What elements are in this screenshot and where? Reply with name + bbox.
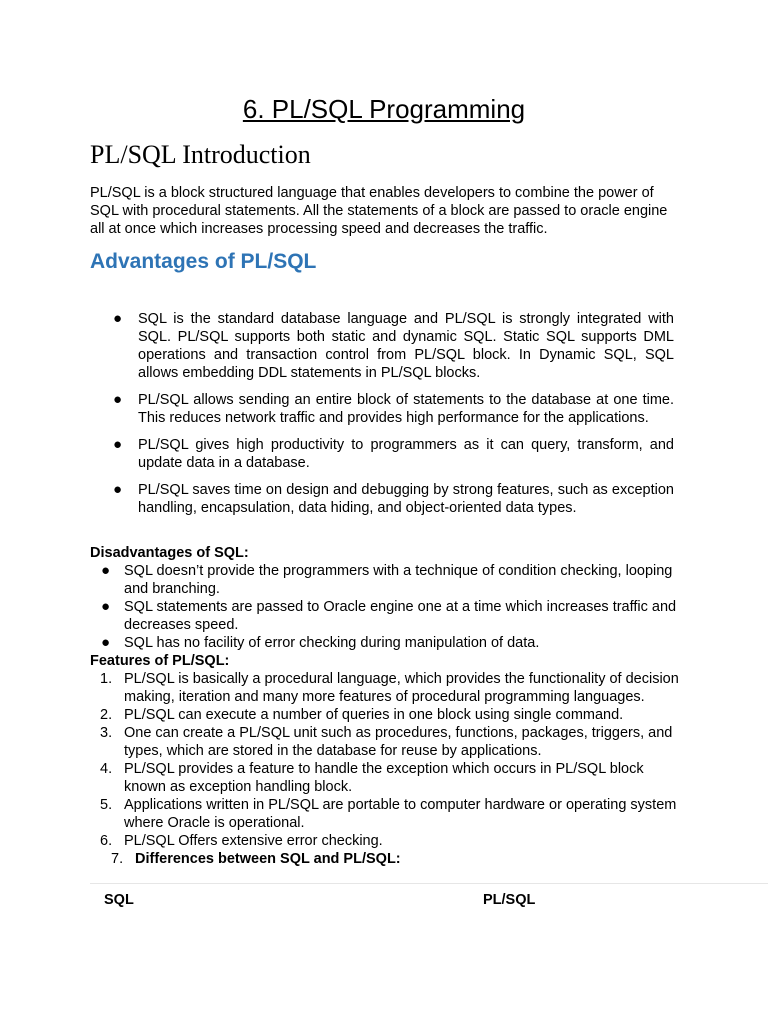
list-item (90, 796, 680, 832)
intro-paragraph: PL/SQL is a block structured language that enables developers to combine the power of SQL with procedural statements. All the statements of a block are passed to oracle engine all at once which increases processing speed and decreases the traffic. (90, 185, 668, 237)
list-number: 1. (100, 671, 113, 687)
list-item (90, 562, 680, 598)
feature-text: Applications written in PL/SQL are portable to computer hardware or operating system where Oracle is operational. (124, 797, 677, 831)
advantage-text: PL/SQL gives high productivity to programmers as it can query, transform, and update data in a database. (138, 437, 674, 471)
feature-text: PL/SQL can execute a number of queries in one block using single command. (124, 707, 624, 723)
disadvantages-heading: Disadvantages of SQL: (90, 545, 249, 561)
list-item (113, 436, 674, 472)
list-item (113, 391, 674, 427)
bullet-icon: ● (113, 436, 123, 453)
list-number: 2. (100, 707, 113, 723)
advantage-text: PL/SQL allows sending an entire block of statements to the database at one time. This reduces network traffic and provides high performance for the applications. (138, 392, 674, 426)
list-number: 4. (100, 761, 113, 777)
advantages-heading: Advantages of PL/SQL (90, 250, 317, 273)
list-item (90, 760, 680, 796)
table-header-sql: SQL (104, 892, 134, 908)
disadvantage-text: SQL has no facility of error checking during manipulation of data. (124, 635, 540, 651)
bullet-icon: ● (101, 562, 111, 579)
disadvantages-and-features-section (90, 544, 680, 868)
disadvantages-list (90, 562, 680, 652)
list-number: 6. (100, 833, 113, 849)
list-number: 7. (111, 851, 124, 867)
feature-text: PL/SQL is basically a procedural language, which provides the functionality of decision making, iteration and many more features of procedural programming languages. (124, 671, 679, 705)
list-number: 5. (100, 797, 113, 813)
list-item (90, 832, 680, 850)
list-item (113, 481, 674, 517)
table-divider (90, 883, 768, 884)
list-item (90, 598, 680, 634)
list-number: 3. (100, 725, 113, 741)
differences-heading-item (90, 850, 680, 868)
bullet-icon: ● (113, 391, 123, 408)
bullet-icon: ● (113, 481, 123, 498)
list-item (90, 724, 680, 760)
page-title: 6. PL/SQL Programming (242, 94, 526, 124)
intro-heading: PL/SQL Introduction (90, 140, 311, 169)
feature-text: PL/SQL Offers extensive error checking. (124, 833, 383, 849)
disadvantage-text: SQL statements are passed to Oracle engine one at a time which increases traffic and decreases speed. (124, 599, 677, 633)
feature-text: One can create a PL/SQL unit such as procedures, functions, packages, triggers, and types, which are stored in the database for reuse by applications. (124, 725, 673, 759)
list-item (90, 670, 680, 706)
list-item (113, 310, 674, 382)
advantages-list (113, 310, 674, 526)
advantage-text: PL/SQL saves time on design and debugging by strong features, such as exception handling, encapsulation, data hiding, and object-oriented data types. (138, 482, 674, 516)
feature-text: PL/SQL provides a feature to handle the exception which occurs in PL/SQL block known as exception handling block. (124, 761, 644, 795)
disadvantage-text: SQL doesn’t provide the programmers with a technique of condition checking, looping and branching. (124, 563, 673, 597)
bullet-icon: ● (101, 598, 111, 615)
table-header-plsql: PL/SQL (483, 892, 536, 908)
differences-heading: Differences between SQL and PL/SQL: (135, 851, 401, 867)
bullet-icon: ● (101, 634, 111, 651)
features-heading: Features of PL/SQL: (90, 653, 230, 669)
list-item (90, 706, 680, 724)
list-item (90, 634, 680, 652)
bullet-icon: ● (113, 310, 123, 327)
features-list (90, 670, 680, 850)
advantage-text: SQL is the standard database language and PL/SQL is strongly integrated with SQL. PL/SQL supports both static and dynamic SQL. Static SQL supports DML operations and transaction control from PL/SQL block. In Dynamic SQL, SQL allows embedding DDL statements in PL/SQL blocks. (138, 311, 674, 381)
